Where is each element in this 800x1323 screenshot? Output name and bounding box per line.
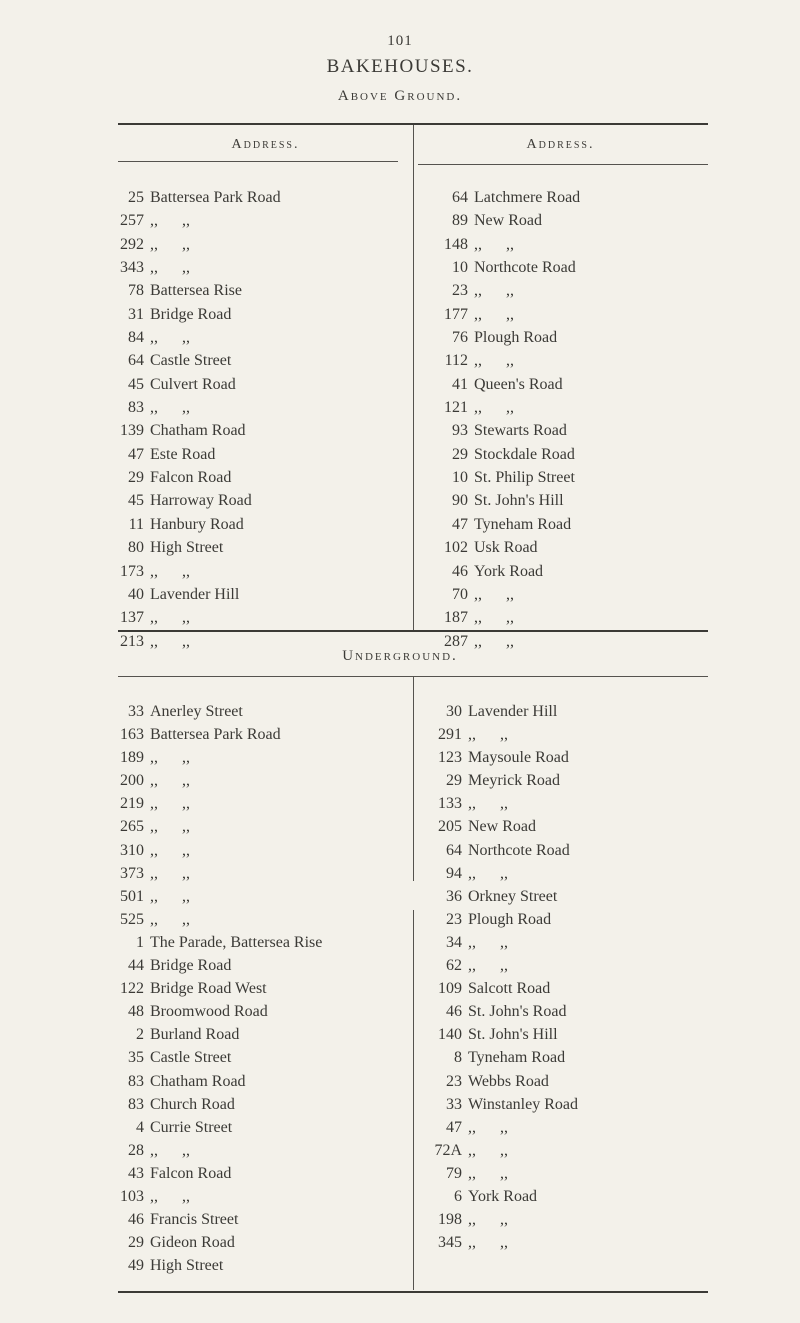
list-item [434,1023,578,1046]
table-bottom-rule [118,1291,708,1293]
house-number: 173 [120,562,144,580]
street-name: Harroway Road [150,492,252,510]
street-name: St. Philip Street [474,469,575,487]
list-item [118,583,281,606]
house-number: 2 [136,1026,144,1044]
house-number: 79 [446,1164,462,1182]
house-number: 84 [128,329,144,347]
house-number: 265 [120,818,144,836]
house-number: 64 [446,841,462,859]
list-item [440,536,580,559]
street-name: ,, ,, [474,282,514,300]
street-name: Burland Road [150,1026,240,1044]
list-item [440,349,580,372]
house-number: 80 [128,539,144,557]
house-number: 373 [120,864,144,882]
street-name: ,, ,, [468,864,508,882]
street-name: ,, ,, [150,259,190,277]
list-item [440,279,580,302]
list-item [118,233,281,256]
street-name: High Street [150,539,224,557]
street-name: The Parade, Battersea Rise [150,933,323,951]
house-number: 11 [128,515,144,533]
list-item [118,396,281,419]
list-item [434,885,578,908]
house-number: 139 [120,422,144,440]
above-ground-left-column [118,186,281,653]
house-number: 1 [136,933,144,951]
street-name: High Street [150,1257,224,1275]
street-name: Lavender Hill [150,585,240,603]
house-number: 257 [120,212,144,230]
house-number: 29 [452,445,468,463]
street-name: St. John's Road [468,1003,567,1021]
street-name: Salcott Road [468,980,551,998]
house-number: 121 [444,399,468,417]
street-name: York Road [474,562,544,580]
list-item [118,1231,322,1254]
list-item [434,1208,578,1231]
column-header-left: Address. [231,137,300,152]
list-item [434,1231,578,1254]
house-number: 93 [452,422,468,440]
street-name: ,, ,, [150,795,190,813]
list-item [118,186,281,209]
house-number: 23 [452,282,468,300]
house-number: 49 [128,1257,144,1275]
list-item [118,1023,322,1046]
house-number: 45 [128,375,144,393]
house-number: 46 [452,562,468,580]
street-name: ,, ,, [468,1141,508,1159]
street-name: Stockdale Road [474,445,575,463]
house-number: 41 [452,375,468,393]
list-item [434,1093,578,1116]
house-number: 64 [128,352,144,370]
list-item [118,303,281,326]
house-number: 83 [128,1072,144,1090]
list-item [434,1185,578,1208]
street-name: Francis Street [150,1211,239,1229]
street-name: Falcon Road [150,469,232,487]
list-item [440,209,580,232]
list-item [118,792,322,815]
street-name: Church Road [150,1095,235,1113]
house-number: 291 [438,726,462,744]
house-number: 44 [128,957,144,975]
house-number: 36 [446,887,462,905]
house-number: 43 [128,1164,144,1182]
street-name: ,, ,, [468,1211,508,1229]
column-divider [413,125,414,630]
house-number: 287 [444,632,468,650]
list-item [118,209,281,232]
list-item [434,1162,578,1185]
list-item [118,839,322,862]
house-number: 72A [434,1141,462,1159]
street-name: Gideon Road [150,1234,235,1252]
street-name: ,, ,, [468,1164,508,1182]
house-number: 40 [128,585,144,603]
street-name: ,, ,, [150,841,190,859]
house-number: 10 [452,259,468,277]
street-name: Maysoule Road [468,749,569,767]
house-number: 103 [120,1187,144,1205]
house-number: 310 [120,841,144,859]
header-rule-right [418,164,708,165]
street-name: ,, ,, [468,957,508,975]
street-name: Webbs Road [468,1072,549,1090]
list-item [440,606,580,629]
street-name: Plough Road [474,329,558,347]
house-number: 64 [452,189,468,206]
list-item [118,466,281,489]
list-item [118,606,281,629]
list-item [440,443,580,466]
street-name: Broomwood Road [150,1003,268,1021]
list-item [118,560,281,583]
list-item [118,977,322,1000]
street-name: York Road [468,1187,538,1205]
house-number: 198 [438,1211,462,1229]
house-number: 177 [444,305,468,323]
list-item [440,303,580,326]
list-item [118,723,322,746]
list-item [440,373,580,396]
list-item [434,862,578,885]
list-item [440,396,580,419]
house-number: 35 [128,1049,144,1067]
street-name: Winstanley Road [468,1095,578,1113]
house-number: 23 [446,910,462,928]
list-item [118,1139,322,1162]
house-number: 137 [120,609,144,627]
section-title-underground: Underground. [342,648,458,664]
house-number: 133 [438,795,462,813]
list-item [118,1208,322,1231]
street-name: ,, ,, [150,235,190,253]
list-item [118,862,322,885]
house-number: 23 [446,1072,462,1090]
column-header-right: Address. [526,137,595,152]
street-name: ,, ,, [150,609,190,627]
house-number: 83 [128,1095,144,1113]
list-item [118,1070,322,1093]
list-item [434,1139,578,1162]
street-name: ,, ,, [150,632,190,650]
list-item [440,560,580,583]
underground-right-column [434,700,578,1254]
list-item [434,700,578,723]
list-item [118,279,281,302]
list-item [434,746,578,769]
list-item [440,186,580,209]
house-number: 34 [446,933,462,951]
house-number: 163 [120,726,144,744]
street-name: ,, ,, [468,726,508,744]
house-number: 90 [452,492,468,510]
street-name: Usk Road [474,539,538,557]
list-item [118,1000,322,1023]
street-name: ,, ,, [150,887,190,905]
street-name: Bridge Road [150,957,232,975]
list-item [434,769,578,792]
street-name: ,, ,, [150,749,190,767]
street-name: Hanbury Road [150,515,244,533]
above-ground-right-column [440,186,580,653]
list-item [118,1162,322,1185]
house-number: 205 [438,818,462,836]
list-item [118,513,281,536]
house-number: 47 [446,1118,462,1136]
house-number: 6 [454,1187,462,1205]
street-name: ,, ,, [150,329,190,347]
list-item [118,931,322,954]
list-item [434,723,578,746]
list-item [440,466,580,489]
house-number: 525 [120,910,144,928]
list-item [118,700,322,723]
house-number: 31 [128,305,144,323]
street-name: Battersea Rise [150,282,242,300]
house-number: 47 [128,445,144,463]
street-name: ,, ,, [474,235,514,253]
house-number: 112 [444,352,468,370]
street-name: ,, ,, [474,632,514,650]
list-item [118,1093,322,1116]
street-name: Bridge Road [150,305,232,323]
house-number: 10 [452,469,468,487]
street-name: Falcon Road [150,1164,232,1182]
street-name: Orkney Street [468,887,558,905]
street-name: Queen's Road [474,375,563,393]
street-name: ,, ,, [150,864,190,882]
list-item [434,908,578,931]
street-name: ,, ,, [468,1234,508,1252]
street-name: ,, ,, [474,305,514,323]
list-item [434,1070,578,1093]
list-item [118,1185,322,1208]
house-number: 33 [446,1095,462,1113]
street-name: Culvert Road [150,375,236,393]
house-number: 4 [136,1118,144,1136]
list-item [440,233,580,256]
street-name: ,, ,, [474,585,514,603]
list-item [440,513,580,536]
street-name: ,, ,, [468,1118,508,1136]
page-title: BAKEHOUSES. [326,56,474,77]
street-name: ,, ,, [474,399,514,417]
street-name: ,, ,, [150,1141,190,1159]
list-item [434,839,578,862]
house-number: 187 [444,609,468,627]
list-item [118,1046,322,1069]
list-item [434,1000,578,1023]
house-number: 29 [446,772,462,790]
list-item [118,746,322,769]
underground-column-divider [413,676,414,881]
street-name: Battersea Park Road [150,189,281,206]
street-name: Latchmere Road [474,189,581,206]
underground-left-column [118,700,322,1277]
street-name: ,, ,, [150,818,190,836]
street-name: ,, ,, [150,399,190,417]
street-name: St. John's Hill [468,1026,558,1044]
street-name: Battersea Park Road [150,726,281,744]
street-name: Meyrick Road [468,772,560,790]
house-number: 8 [454,1049,462,1067]
house-number: 200 [120,772,144,790]
list-item [118,349,281,372]
list-item [118,536,281,559]
street-name: ,, ,, [150,772,190,790]
list-item [440,326,580,349]
street-name: Este Road [150,445,216,463]
street-name: ,, ,, [468,795,508,813]
house-number: 25 [128,189,144,206]
list-item [434,954,578,977]
street-name: Castle Street [150,1049,232,1067]
list-item [440,256,580,279]
house-number: 501 [120,887,144,905]
list-item [118,815,322,838]
street-name: Northcote Road [468,841,570,859]
list-item [118,489,281,512]
list-item [434,792,578,815]
list-item [118,326,281,349]
list-item [434,977,578,1000]
section-rule [118,630,708,632]
section-title-above-ground: Above Ground. [337,88,463,104]
house-number: 89 [452,212,468,230]
house-number: 28 [128,1141,144,1159]
house-number: 123 [438,749,462,767]
house-number: 47 [452,515,468,533]
street-name: Lavender Hill [468,703,558,720]
underground-column-divider-lower [413,910,414,1290]
house-number: 213 [120,632,144,650]
list-item [118,885,322,908]
list-item [434,815,578,838]
house-number: 33 [128,703,144,720]
street-name: ,, ,, [474,609,514,627]
street-name: ,, ,, [150,910,190,928]
house-number: 45 [128,492,144,510]
street-name: New Road [474,212,542,230]
list-item [118,373,281,396]
house-number: 29 [128,469,144,487]
page-number: 101 [387,33,413,49]
list-item [440,489,580,512]
street-name: ,, ,, [474,352,514,370]
street-name: St. John's Hill [474,492,564,510]
street-name: Chatham Road [150,1072,246,1090]
street-name: ,, ,, [150,562,190,580]
house-number: 109 [438,980,462,998]
street-name: Northcote Road [474,259,576,277]
list-item [434,931,578,954]
house-number: 70 [452,585,468,603]
list-item [118,954,322,977]
house-number: 189 [120,749,144,767]
house-number: 48 [128,1003,144,1021]
house-number: 62 [446,957,462,975]
list-item [434,1116,578,1139]
house-number: 46 [128,1211,144,1229]
house-number: 292 [120,235,144,253]
street-name: Bridge Road West [150,980,267,998]
header-rule-left [118,161,398,162]
street-name: Currie Street [150,1118,233,1136]
house-number: 29 [128,1234,144,1252]
house-number: 78 [128,282,144,300]
street-name: Castle Street [150,352,232,370]
house-number: 345 [438,1234,462,1252]
house-number: 140 [438,1026,462,1044]
house-number: 76 [452,329,468,347]
list-item [440,419,580,442]
list-item [118,1116,322,1139]
house-number: 46 [446,1003,462,1021]
list-item [118,769,322,792]
street-name: Tyneham Road [468,1049,566,1067]
street-name: Plough Road [468,910,552,928]
house-number: 102 [444,539,468,557]
house-number: 122 [120,980,144,998]
house-number: 219 [120,795,144,813]
list-item [118,1254,322,1277]
house-number: 148 [444,235,468,253]
house-number: 94 [446,864,462,882]
list-item [434,1046,578,1069]
street-name: Stewarts Road [474,422,567,440]
list-item [118,908,322,931]
street-name: ,, ,, [468,933,508,951]
street-name: ,, ,, [150,212,190,230]
house-number: 30 [446,703,462,720]
street-name: Tyneham Road [474,515,572,533]
list-item [440,583,580,606]
list-item [118,256,281,279]
street-name: Anerley Street [150,703,243,720]
house-number: 343 [120,259,144,277]
list-item [118,443,281,466]
street-name: New Road [468,818,536,836]
street-name: ,, ,, [150,1187,190,1205]
house-number: 83 [128,399,144,417]
street-name: Chatham Road [150,422,246,440]
list-item [118,419,281,442]
